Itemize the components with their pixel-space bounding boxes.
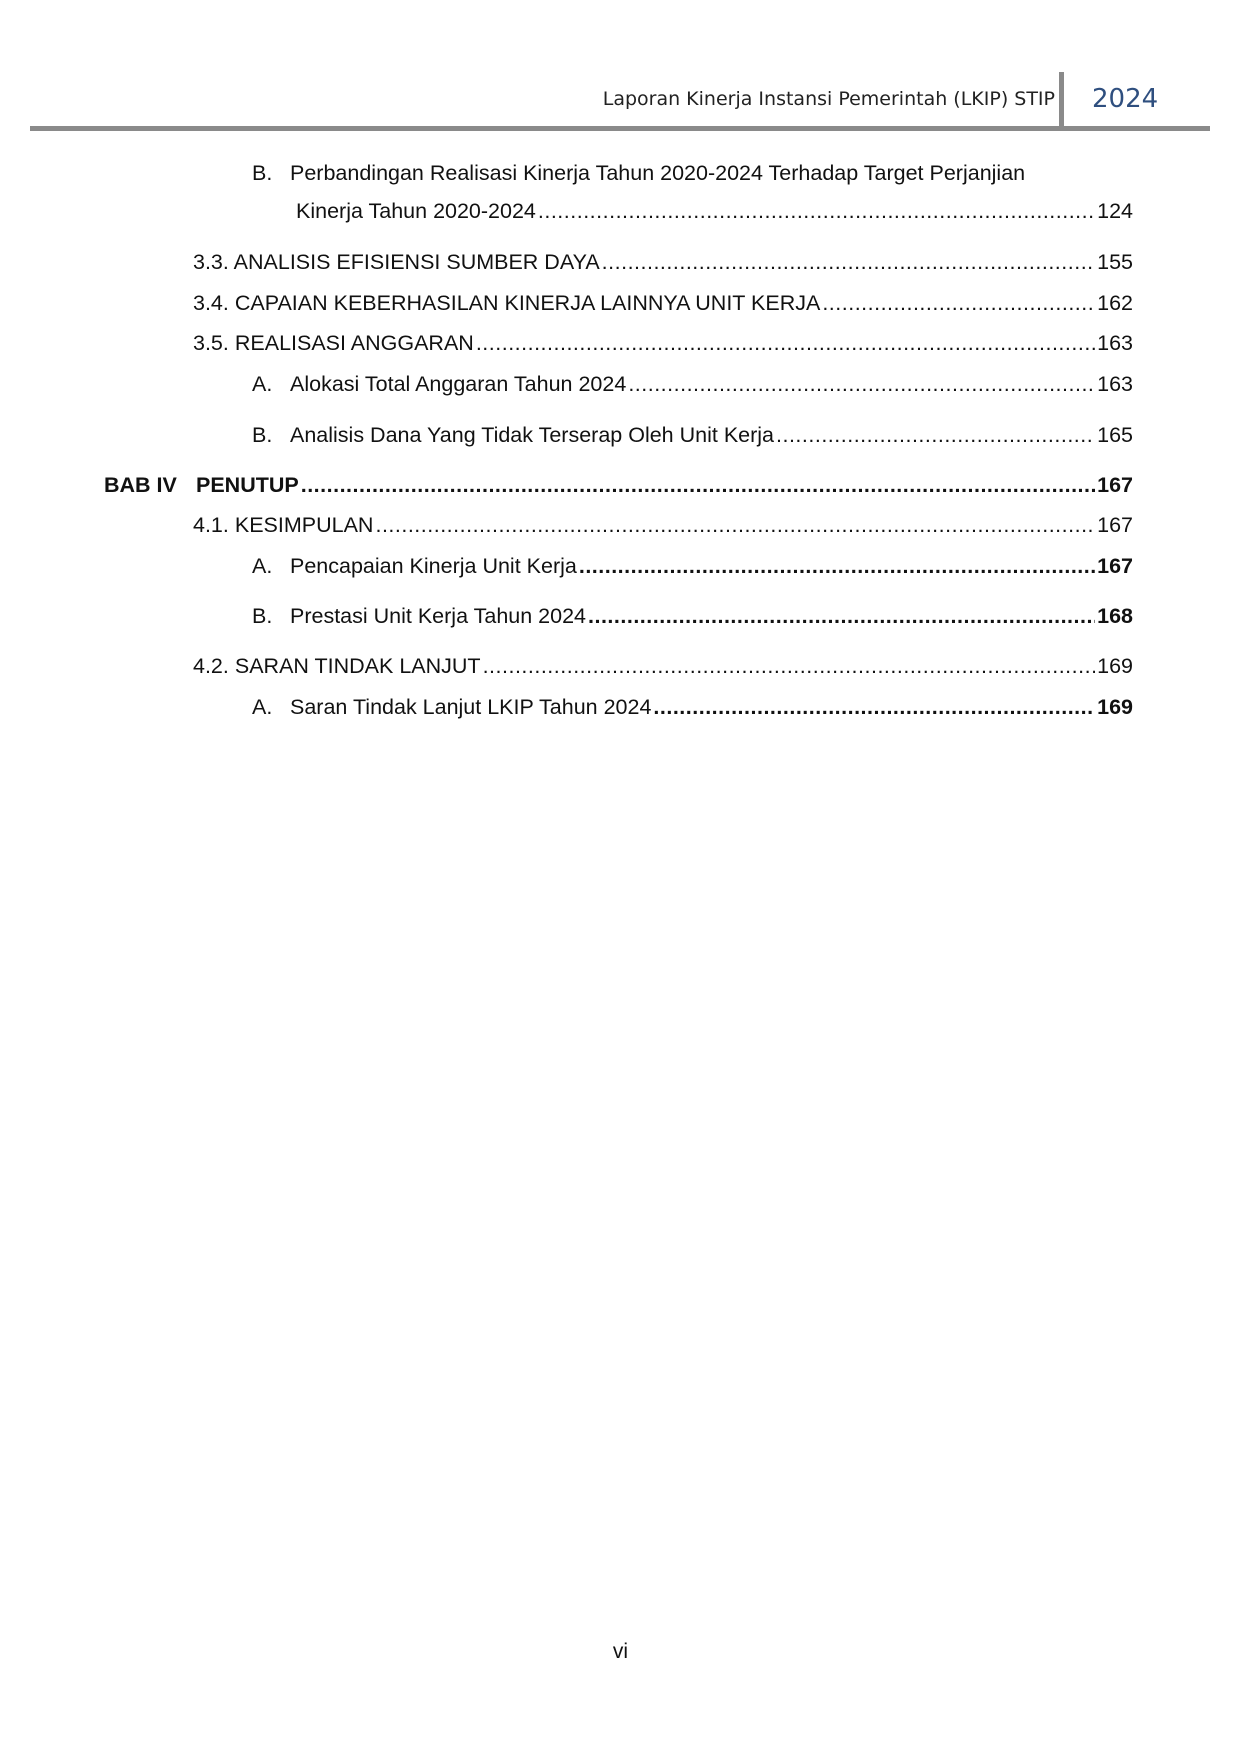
toc-label: Pencapaian Kinerja Unit Kerja <box>290 554 577 578</box>
page-header <box>30 70 1210 130</box>
toc-entry-b-perbandingan[interactable] <box>252 158 1025 188</box>
dot-leader <box>602 247 1095 277</box>
toc-page: 169 <box>1097 695 1133 719</box>
toc-label: Prestasi Unit Kerja Tahun 2024 <box>290 604 587 628</box>
toc-page: 162 <box>1097 291 1133 315</box>
dot-leader <box>628 369 1095 399</box>
toc-entry-a-alokasi[interactable] <box>252 369 1133 399</box>
toc-page: 165 <box>1097 423 1133 447</box>
toc-label: Perbandingan Realisasi Kinerja Tahun 2020-2024 Terhadap Target Perjanjian <box>290 161 1026 185</box>
header-rule <box>30 126 1210 131</box>
toc-label: 4.2. SARAN TINDAK LANJUT <box>193 654 481 678</box>
dot-leader <box>301 470 1095 500</box>
header-year: 2024 <box>1092 84 1159 114</box>
toc-label: PENUTUP <box>196 473 299 497</box>
dot-leader <box>588 601 1095 631</box>
dot-leader <box>375 510 1095 540</box>
toc-label: Kinerja Tahun 2020-2024 <box>296 199 536 223</box>
toc-number: B. <box>252 423 273 447</box>
toc-label: 3.3. ANALISIS EFISIENSI SUMBER DAYA <box>193 250 600 274</box>
toc-page: 169 <box>1097 654 1133 678</box>
toc-label: 3.5. REALISASI ANGGARAN <box>193 331 474 355</box>
toc-entry-b-prestasi[interactable] <box>252 601 1133 631</box>
toc-entry-a-saran[interactable] <box>252 692 1133 722</box>
toc-page: 168 <box>1097 604 1133 628</box>
toc-label: Saran Tindak Lanjut LKIP Tahun 2024 <box>290 695 652 719</box>
toc-page: 167 <box>1097 554 1133 578</box>
toc-number: BAB IV <box>104 473 177 497</box>
dot-leader <box>538 196 1095 226</box>
toc-page: 155 <box>1097 250 1133 274</box>
dot-leader <box>653 692 1095 722</box>
toc-entry-3-5[interactable] <box>193 328 1133 358</box>
dot-leader <box>476 328 1095 358</box>
footer-page-number: vi <box>612 1640 629 1663</box>
header-divider <box>1059 72 1064 128</box>
toc-entry-3-3[interactable] <box>193 247 1133 277</box>
toc-page: 124 <box>1097 199 1133 223</box>
dot-leader <box>822 288 1095 318</box>
toc-entry-3-4[interactable] <box>193 288 1133 318</box>
toc-page: 163 <box>1097 331 1133 355</box>
toc-number: B. <box>252 161 273 185</box>
toc-entry-b-perbandingan-continuation[interactable] <box>296 196 1133 226</box>
dot-leader <box>776 420 1095 450</box>
dot-leader <box>579 551 1095 581</box>
toc-page: 167 <box>1097 513 1133 537</box>
toc-entry-4-1[interactable] <box>193 510 1133 540</box>
toc-entry-bab-iv[interactable] <box>104 470 1133 500</box>
toc-page: 167 <box>1097 473 1133 497</box>
toc-label: Alokasi Total Anggaran Tahun 2024 <box>290 372 627 396</box>
toc-number: B. <box>252 604 273 628</box>
toc-entry-a-pencapaian[interactable] <box>252 551 1133 581</box>
toc-entry-4-2[interactable] <box>193 651 1133 681</box>
dot-leader <box>483 651 1096 681</box>
toc-number: A. <box>252 695 273 719</box>
toc-page: 163 <box>1097 372 1133 396</box>
toc-label: 4.1. KESIMPULAN <box>193 513 374 537</box>
toc-label: 3.4. CAPAIAN KEBERHASILAN KINERJA LAINNYA UNIT KERJA <box>193 291 821 315</box>
toc-number: A. <box>252 372 273 396</box>
header-title: Laporan Kinerja Instansi Pemerintah (LKIP) STIP <box>602 88 1055 110</box>
toc-number: A. <box>252 554 273 578</box>
toc-label: Analisis Dana Yang Tidak Terserap Oleh Unit Kerja <box>290 423 775 447</box>
toc-entry-b-analisis[interactable] <box>252 420 1133 450</box>
